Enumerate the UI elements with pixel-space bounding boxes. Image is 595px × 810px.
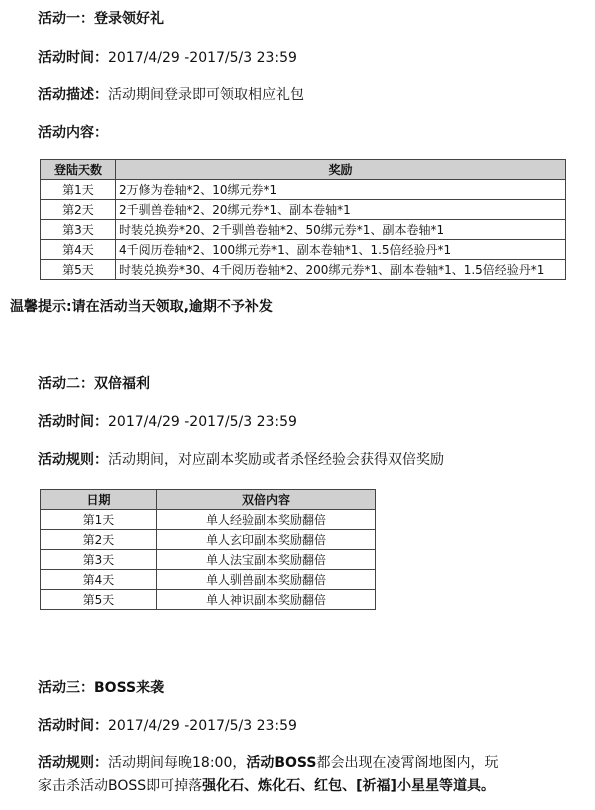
- event3-rule-part5: 强化石、炼化石、红包、[祈福]小星星等道具。: [202, 778, 495, 794]
- table-row: [41, 510, 376, 530]
- table-row: [41, 570, 376, 590]
- event2-time-label: 活动时间：: [38, 414, 108, 430]
- table-header-day: 登陆天数: [41, 160, 116, 180]
- table-cell-date: 第4天: [41, 570, 157, 590]
- table-cell-content: 单人法宝副本奖励翻倍: [157, 550, 376, 570]
- event3-rule-part3: 都会出现在凌霄阁地图内，玩: [316, 755, 499, 771]
- table-header-content: 双倍内容: [157, 490, 376, 510]
- table-header-row: [41, 490, 376, 510]
- table-cell-day: 第2天: [41, 200, 116, 220]
- reward-table: [40, 159, 566, 280]
- event1-title-label: 活动一：: [38, 11, 94, 27]
- tip-text: 温馨提示:请在活动当天领取,逾期不予补发: [10, 299, 273, 315]
- double-table: [40, 489, 376, 610]
- event1-time-value: 2017/4/29 -2017/5/3 23:59: [108, 50, 297, 66]
- event2-title: [38, 375, 150, 393]
- event3-rule-line1: [38, 754, 498, 772]
- table-header-reward: 奖励: [116, 160, 566, 180]
- event2-rule-label: 活动规则：: [38, 452, 108, 468]
- event1-desc-label: 活动描述：: [38, 87, 108, 103]
- event1-time-label: 活动时间：: [38, 50, 108, 66]
- table-cell-date: 第3天: [41, 550, 157, 570]
- event1-desc-value: 活动期间登录即可领取相应礼包: [108, 87, 304, 103]
- table-header-row: [41, 160, 566, 180]
- table-cell-day: 第3天: [41, 220, 116, 240]
- event3-rule-part2: 活动BOSS: [246, 755, 317, 771]
- event3-rule-line2: [38, 777, 495, 795]
- table-cell-content: 单人驯兽副本奖励翻倍: [157, 570, 376, 590]
- table-cell-day: 第1天: [41, 180, 116, 200]
- event3-title-label: 活动三：: [38, 680, 94, 696]
- table-row: [41, 590, 376, 610]
- event3-rule-part1: 活动期间每晚18:00，: [108, 755, 247, 771]
- event2-rule-value: 活动期间，对应副本奖励或者杀怪经验会获得双倍奖励: [108, 452, 444, 468]
- event3-rule-part4: 家击杀活动BOSS即可掉落: [38, 778, 203, 794]
- table-cell-reward: 2万修为卷轴*2、10绑元券*1: [116, 180, 566, 200]
- table-row: [41, 550, 376, 570]
- table-row: [41, 260, 566, 280]
- event3-rule-label: 活动规则：: [38, 755, 108, 771]
- event2-time-value: 2017/4/29 -2017/5/3 23:59: [108, 414, 297, 430]
- table-cell-reward: 2千驯兽卷轴*2、20绑元券*1、副本卷轴*1: [116, 200, 566, 220]
- table-cell-reward: 时装兑换券*20、2千驯兽卷轴*2、50绑元券*1、副本卷轴*1: [116, 220, 566, 240]
- event1-content-label: 活动内容：: [38, 125, 108, 141]
- event3-title-value: BOSS来袭: [94, 680, 165, 696]
- event2-title-label: 活动二：: [38, 376, 94, 392]
- table-row: [41, 200, 566, 220]
- table-cell-day: 第4天: [41, 240, 116, 260]
- table-row: [41, 180, 566, 200]
- table-row: [41, 240, 566, 260]
- event3-title: [38, 679, 164, 697]
- event3-time-value: 2017/4/29 -2017/5/3 23:59: [108, 718, 297, 734]
- table-cell-day: 第5天: [41, 260, 116, 280]
- event1-title-value: 登录领好礼: [94, 11, 164, 27]
- event1-time: [38, 49, 297, 67]
- table-cell-content: 单人神识副本奖励翻倍: [157, 590, 376, 610]
- table-cell-reward: 4千阅历卷轴*2、100绑元券*1、副本卷轴*1、1.5倍经验丹*1: [116, 240, 566, 260]
- table-header-date: 日期: [41, 490, 157, 510]
- event1-description: [38, 86, 304, 104]
- table-cell-content: 单人经验副本奖励翻倍: [157, 510, 376, 530]
- event3-time-label: 活动时间：: [38, 718, 108, 734]
- table-cell-content: 单人玄印副本奖励翻倍: [157, 530, 376, 550]
- event3-time: [38, 717, 297, 735]
- event2-title-value: 双倍福利: [94, 376, 150, 392]
- event1-title: [38, 10, 164, 28]
- table-row: [41, 220, 566, 240]
- table-row: [41, 530, 376, 550]
- event2-rule: [38, 451, 444, 469]
- table-cell-reward: 时装兑换券*30、4千阅历卷轴*2、200绑元券*1、副本卷轴*1、1.5倍经验丹*1: [116, 260, 566, 280]
- table-cell-date: 第2天: [41, 530, 157, 550]
- table-cell-date: 第1天: [41, 510, 157, 530]
- table-cell-date: 第5天: [41, 590, 157, 610]
- event2-time: [38, 413, 297, 431]
